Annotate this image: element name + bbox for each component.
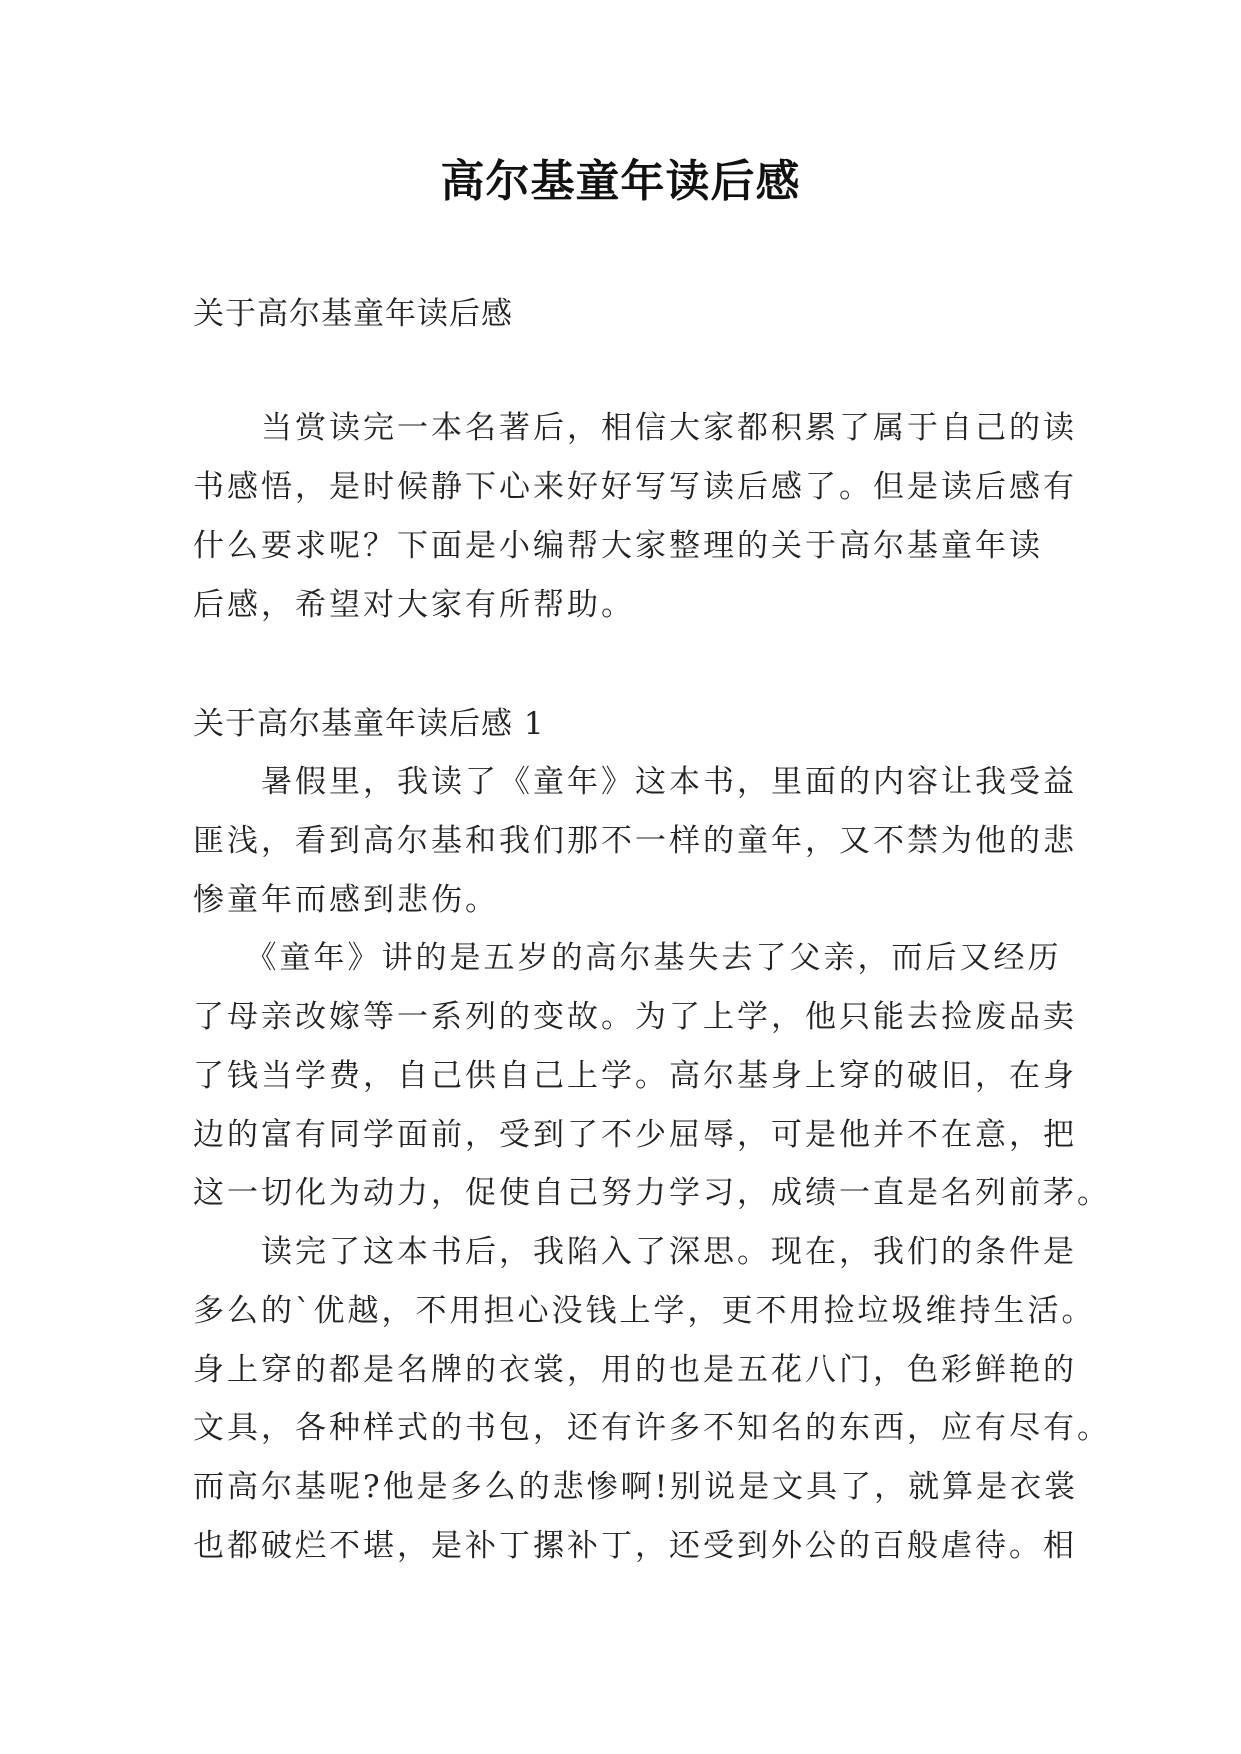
body-line-1: 暑假里，我读了《童年》这本书，里面的内容让我受益: [193, 764, 1077, 800]
document-title: 高尔基童年读后感: [440, 156, 801, 207]
intro-line-1: 当赏读完一本名著后，相信大家都积累了属于自己的读: [193, 410, 1077, 446]
body-line-14: 也都破烂不堪，是补丁摞补丁，还受到外公的百般虐待。相: [193, 1528, 1077, 1564]
intro-heading: 关于高尔基童年读后感: [193, 296, 513, 332]
intro-line-4: 后感，希望对大家有所帮助。: [193, 587, 635, 623]
body-line-7: 边的富有同学面前，受到了不少屈辱，可是他并不在意，把: [193, 1117, 1077, 1153]
section-heading: 关于高尔基童年读后感 1: [193, 706, 545, 742]
body-line-10: 多么的`优越，不用担心没钱上学，更不用捡垃圾维持生活。: [193, 1293, 1096, 1329]
body-line-13: 而高尔基呢?他是多么的悲惨啊!别说是文具了，就算是衣裳: [193, 1469, 1079, 1505]
body-line-12: 文具，各种样式的书包，还有许多不知名的东西，应有尽有。: [193, 1410, 1111, 1446]
body-line-5: 了母亲改嫁等一系列的变故。为了上学，他只能去捡废品卖: [193, 999, 1077, 1035]
body-line-8: 这一切化为动力，促使自己努力学习，成绩一直是名列前茅。: [193, 1175, 1111, 1211]
body-line-11: 身上穿的都是名牌的衣裳，用的也是五花八门，色彩鲜艳的: [193, 1352, 1077, 1388]
body-line-2: 匪浅，看到高尔基和我们那不一样的童年，又不禁为他的悲: [193, 823, 1077, 859]
body-line-3: 惨童年而感到悲伤。: [193, 882, 499, 918]
body-line-9: 读完了这本书后，我陷入了深思。现在，我们的条件是: [193, 1234, 1077, 1270]
intro-line-3: 什么要求呢？下面是小编帮大家整理的关于高尔基童年读: [193, 528, 1043, 564]
intro-line-2: 书感悟，是时候静下心来好好写写读后感了。但是读后感有: [193, 469, 1077, 505]
body-line-6: 了钱当学费，自己供自己上学。高尔基身上穿的破旧，在身: [193, 1058, 1077, 1094]
body-line-4: 《童年》讲的是五岁的高尔基失去了父亲，而后又经历: [193, 940, 1062, 976]
